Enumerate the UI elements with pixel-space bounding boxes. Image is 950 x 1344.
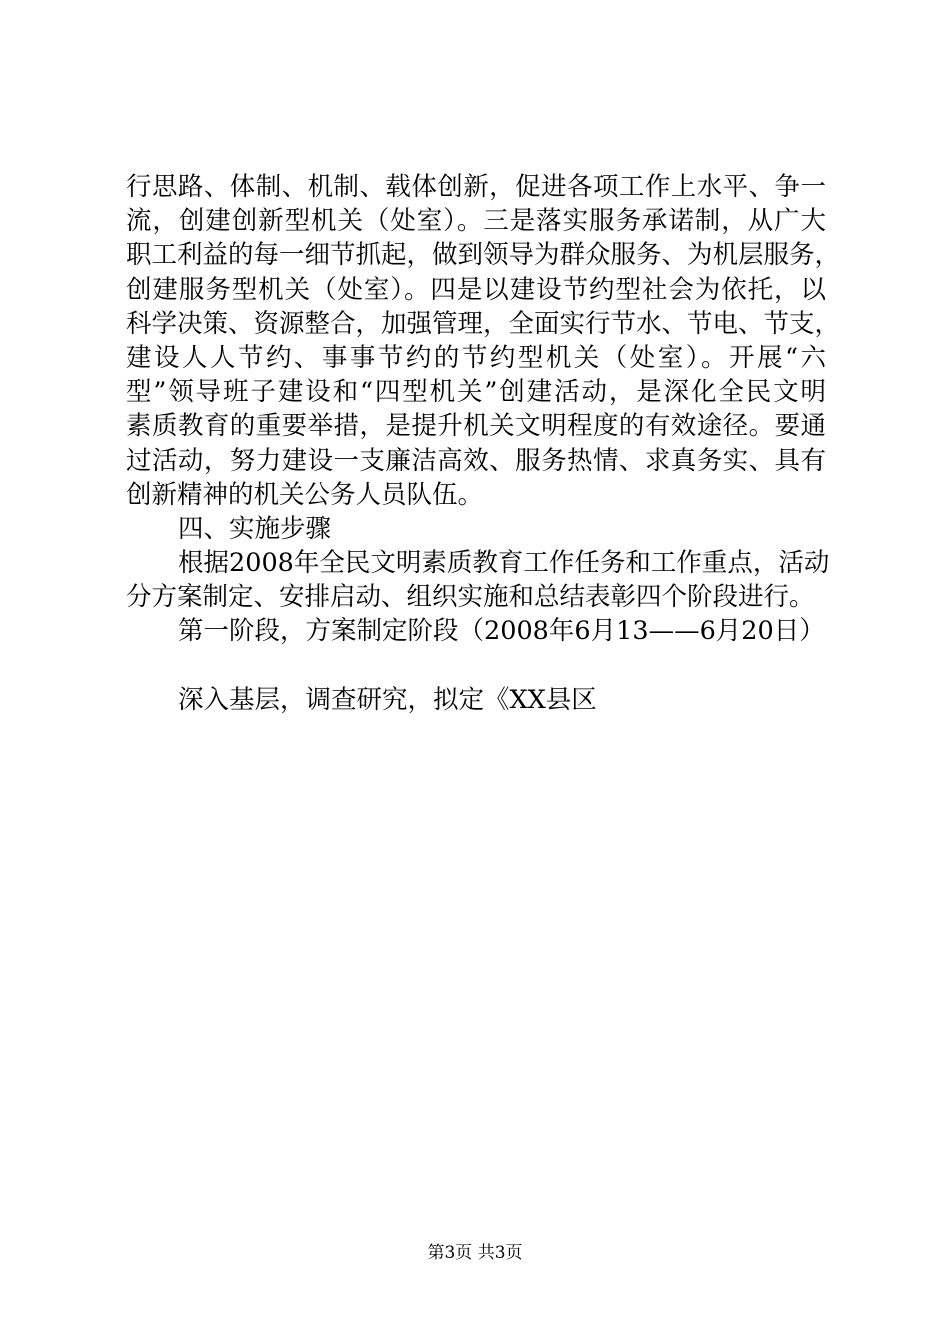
text-line: 职工利益的每一细节抓起，做到领导为群众服务、为机层服务， — [126, 240, 841, 271]
stage-heading: 第一阶段，方案制定阶段（2008年6月13——6月20日） — [178, 616, 825, 647]
text-line: 根据2008年全民文明素质教育工作任务和工作重点，活动 — [178, 548, 830, 579]
text-line: 分方案制定、安排启动、组织实施和总结表彰四个阶段进行。 — [126, 582, 815, 613]
text-line: 深入基层，调查研究，拟定《XX县区 — [178, 684, 597, 715]
text-line: 过活动，努力建设一支廉洁高效、服务热情、求真务实、具有 — [126, 445, 826, 476]
text-line: 建设人人节约、事事节约的节约型机关（处室）。开展“六 — [126, 342, 826, 373]
page-footer: 第3页 共3页 — [427, 1243, 523, 1263]
text-line: 创新精神的机关公务人员队伍。 — [126, 479, 484, 510]
text-line: 行思路、体制、机制、载体创新，促进各项工作上水平、争一 — [126, 172, 826, 202]
paragraph-gap — [126, 649, 826, 683]
text-line: 素质教育的重要举措，是提升机关文明程度的有效途径。要通 — [126, 411, 826, 442]
text-line: 流，创建创新型机关（处室）。三是落实服务承诺制，从广大 — [126, 206, 826, 237]
text-line: 型”领导班子建设和“四型机关”创建活动，是深化全民文明 — [126, 377, 826, 408]
text-line: 创建服务型机关（处室）。四是以建设节约型社会为依托，以 — [126, 274, 826, 305]
section-heading: 四、实施步骤 — [178, 513, 332, 544]
document-body — [126, 170, 841, 717]
text-line: 科学决策、资源整合，加强管理，全面实行节水、节电、节支， — [126, 308, 841, 339]
